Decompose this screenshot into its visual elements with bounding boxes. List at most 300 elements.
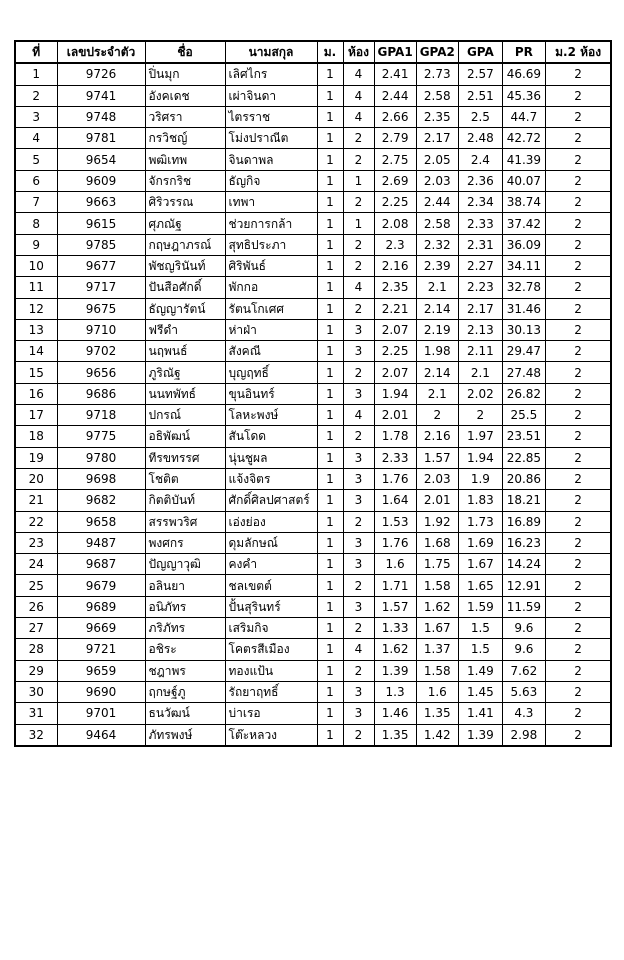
- cell-gpa1: 2.79: [374, 128, 416, 149]
- cell-gpa: 2.36: [458, 170, 502, 191]
- cell-no: 6: [15, 170, 57, 191]
- cell-gpa2: 2.58: [416, 85, 458, 106]
- cell-room: 2: [343, 618, 374, 639]
- cell-grade-level: 1: [317, 149, 343, 170]
- cell-first-name: กรวิชญ์: [145, 128, 225, 149]
- cell-grade-level: 1: [317, 298, 343, 319]
- cell-gpa2: 1.67: [416, 618, 458, 639]
- cell-gpa1: 1.94: [374, 383, 416, 404]
- cell-gpa: 2.48: [458, 128, 502, 149]
- cell-first-name: ฤกษฐ์ภู: [145, 681, 225, 702]
- cell-student-id: 9726: [57, 63, 145, 85]
- cell-first-name: ศุภณัฐ: [145, 213, 225, 234]
- cell-room: 2: [343, 128, 374, 149]
- cell-gpa: 2.31: [458, 234, 502, 255]
- cell-grade-level: 1: [317, 426, 343, 447]
- cell-last-name: เสริมกิจ: [225, 618, 317, 639]
- table-row: [15, 618, 611, 639]
- cell-gpa: 2.51: [458, 85, 502, 106]
- cell-m2-room: 2: [545, 149, 611, 170]
- cell-no: 20: [15, 468, 57, 489]
- cell-pr: 16.23: [502, 532, 545, 553]
- cell-m2-room: 2: [545, 106, 611, 127]
- cell-grade-level: 1: [317, 255, 343, 276]
- cell-grade-level: 1: [317, 234, 343, 255]
- cell-room: 4: [343, 639, 374, 660]
- table-row: [15, 639, 611, 660]
- cell-gpa: 2.11: [458, 341, 502, 362]
- cell-room: 2: [343, 724, 374, 746]
- cell-gpa1: 2.3: [374, 234, 416, 255]
- table-row: [15, 596, 611, 617]
- cell-gpa2: 1.58: [416, 575, 458, 596]
- cell-gpa2: 1.57: [416, 447, 458, 468]
- cell-no: 10: [15, 255, 57, 276]
- cell-m2-room: 2: [545, 341, 611, 362]
- cell-gpa2: 2.14: [416, 298, 458, 319]
- cell-gpa: 2.27: [458, 255, 502, 276]
- cell-grade-level: 1: [317, 319, 343, 340]
- header-room: ห้อง: [343, 41, 374, 63]
- cell-gpa1: 1.78: [374, 426, 416, 447]
- cell-first-name: สรรพวริศ: [145, 511, 225, 532]
- cell-m2-room: 2: [545, 596, 611, 617]
- cell-m2-room: 2: [545, 575, 611, 596]
- cell-pr: 9.6: [502, 639, 545, 660]
- cell-m2-room: 2: [545, 511, 611, 532]
- header-pr: PR: [502, 41, 545, 63]
- cell-m2-room: 2: [545, 277, 611, 298]
- cell-student-id: 9464: [57, 724, 145, 746]
- cell-grade-level: 1: [317, 724, 343, 746]
- cell-room: 3: [343, 447, 374, 468]
- cell-grade-level: 1: [317, 575, 343, 596]
- cell-last-name: สังคณี: [225, 341, 317, 362]
- cell-first-name: พงศกร: [145, 532, 225, 553]
- header-no: ที่: [15, 41, 57, 63]
- cell-no: 24: [15, 554, 57, 575]
- cell-student-id: 9658: [57, 511, 145, 532]
- cell-first-name: กิตติบันท์: [145, 490, 225, 511]
- cell-pr: 27.48: [502, 362, 545, 383]
- cell-first-name: ทีรขทรรศ: [145, 447, 225, 468]
- cell-pr: 42.72: [502, 128, 545, 149]
- cell-gpa: 2.33: [458, 213, 502, 234]
- cell-no: 27: [15, 618, 57, 639]
- cell-no: 25: [15, 575, 57, 596]
- cell-last-name: ปั้นสุรินทร์: [225, 596, 317, 617]
- table-row: [15, 532, 611, 553]
- cell-gpa2: 1.92: [416, 511, 458, 532]
- cell-no: 3: [15, 106, 57, 127]
- cell-gpa: 1.94: [458, 447, 502, 468]
- cell-gpa: 1.97: [458, 426, 502, 447]
- cell-gpa2: 1.62: [416, 596, 458, 617]
- cell-last-name: สันโดด: [225, 426, 317, 447]
- table-row: [15, 383, 611, 404]
- table-row: [15, 85, 611, 106]
- cell-gpa2: 2.01: [416, 490, 458, 511]
- cell-first-name: อชิระ: [145, 639, 225, 660]
- cell-gpa1: 2.07: [374, 319, 416, 340]
- cell-gpa1: 2.35: [374, 277, 416, 298]
- cell-last-name: ไตรราช: [225, 106, 317, 127]
- cell-last-name: สุทธิประภา: [225, 234, 317, 255]
- cell-gpa2: 2: [416, 405, 458, 426]
- cell-m2-room: 2: [545, 362, 611, 383]
- table-row: [15, 149, 611, 170]
- cell-gpa: 1.69: [458, 532, 502, 553]
- cell-m2-room: 2: [545, 532, 611, 553]
- header-gpa: GPA: [458, 41, 502, 63]
- cell-gpa: 1.59: [458, 596, 502, 617]
- student-ranking-table: [14, 40, 612, 747]
- cell-last-name: คงคำ: [225, 554, 317, 575]
- cell-student-id: 9656: [57, 362, 145, 383]
- table-row: [15, 554, 611, 575]
- cell-last-name: นุ่นชูผล: [225, 447, 317, 468]
- cell-m2-room: 2: [545, 85, 611, 106]
- cell-pr: 44.7: [502, 106, 545, 127]
- cell-student-id: 9710: [57, 319, 145, 340]
- cell-grade-level: 1: [317, 362, 343, 383]
- cell-pr: 25.5: [502, 405, 545, 426]
- cell-gpa: 2.34: [458, 192, 502, 213]
- cell-room: 1: [343, 170, 374, 191]
- cell-pr: 23.51: [502, 426, 545, 447]
- cell-no: 14: [15, 341, 57, 362]
- cell-m2-room: 2: [545, 660, 611, 681]
- cell-pr: 11.59: [502, 596, 545, 617]
- cell-first-name: ปกรณ์: [145, 405, 225, 426]
- cell-no: 11: [15, 277, 57, 298]
- cell-m2-room: 2: [545, 128, 611, 149]
- cell-grade-level: 1: [317, 596, 343, 617]
- cell-pr: 4.3: [502, 703, 545, 724]
- cell-gpa1: 1.64: [374, 490, 416, 511]
- cell-no: 4: [15, 128, 57, 149]
- cell-room: 2: [343, 362, 374, 383]
- cell-last-name: เผ่าจินดา: [225, 85, 317, 106]
- cell-no: 16: [15, 383, 57, 404]
- cell-last-name: ศิริพันธ์: [225, 255, 317, 276]
- cell-student-id: 9698: [57, 468, 145, 489]
- cell-student-id: 9717: [57, 277, 145, 298]
- cell-gpa: 1.5: [458, 618, 502, 639]
- cell-last-name: แจ้งจิตร: [225, 468, 317, 489]
- cell-student-id: 9659: [57, 660, 145, 681]
- cell-gpa: 1.45: [458, 681, 502, 702]
- cell-room: 4: [343, 85, 374, 106]
- cell-pr: 16.89: [502, 511, 545, 532]
- cell-m2-room: 2: [545, 490, 611, 511]
- cell-grade-level: 1: [317, 554, 343, 575]
- table-row: [15, 362, 611, 383]
- cell-last-name: โม่งปราณีต: [225, 128, 317, 149]
- cell-gpa2: 2.44: [416, 192, 458, 213]
- table-row: [15, 128, 611, 149]
- cell-gpa1: 1.57: [374, 596, 416, 617]
- table-row: [15, 234, 611, 255]
- cell-pr: 40.07: [502, 170, 545, 191]
- cell-room: 3: [343, 490, 374, 511]
- cell-first-name: อธิพัฒน์: [145, 426, 225, 447]
- cell-gpa2: 2.35: [416, 106, 458, 127]
- table-row: [15, 298, 611, 319]
- cell-first-name: จักรกริช: [145, 170, 225, 191]
- cell-last-name: เลิศไกร: [225, 63, 317, 85]
- cell-gpa1: 2.66: [374, 106, 416, 127]
- cell-gpa1: 1.33: [374, 618, 416, 639]
- cell-m2-room: 2: [545, 639, 611, 660]
- cell-gpa2: 2.05: [416, 149, 458, 170]
- cell-no: 8: [15, 213, 57, 234]
- cell-last-name: ขุนอินทร์: [225, 383, 317, 404]
- cell-gpa: 1.49: [458, 660, 502, 681]
- cell-room: 2: [343, 511, 374, 532]
- cell-gpa1: 1.53: [374, 511, 416, 532]
- cell-student-id: 9487: [57, 532, 145, 553]
- cell-gpa2: 1.37: [416, 639, 458, 660]
- cell-gpa2: 2.16: [416, 426, 458, 447]
- table-row: [15, 468, 611, 489]
- cell-grade-level: 1: [317, 405, 343, 426]
- table-row: [15, 319, 611, 340]
- table-row: [15, 341, 611, 362]
- cell-gpa1: 2.69: [374, 170, 416, 191]
- cell-gpa: 1.41: [458, 703, 502, 724]
- cell-grade-level: 1: [317, 681, 343, 702]
- cell-gpa1: 1.76: [374, 468, 416, 489]
- cell-gpa1: 1.76: [374, 532, 416, 553]
- cell-first-name: ภูริณัฐ: [145, 362, 225, 383]
- cell-m2-room: 2: [545, 426, 611, 447]
- table-header-row: [15, 41, 611, 63]
- cell-last-name: ชลเขตต์: [225, 575, 317, 596]
- cell-gpa2: 1.35: [416, 703, 458, 724]
- cell-student-id: 9686: [57, 383, 145, 404]
- cell-m2-room: 2: [545, 447, 611, 468]
- table-row: [15, 405, 611, 426]
- cell-gpa1: 2.44: [374, 85, 416, 106]
- cell-first-name: พฒิเทพ: [145, 149, 225, 170]
- table-row: [15, 511, 611, 532]
- cell-room: 2: [343, 255, 374, 276]
- cell-no: 21: [15, 490, 57, 511]
- cell-gpa: 1.83: [458, 490, 502, 511]
- cell-last-name: จินดาพล: [225, 149, 317, 170]
- cell-no: 5: [15, 149, 57, 170]
- student-ranking-sheet: [14, 40, 612, 747]
- cell-gpa1: 2.16: [374, 255, 416, 276]
- cell-last-name: ห่าฝ่า: [225, 319, 317, 340]
- cell-gpa: 2.5: [458, 106, 502, 127]
- cell-grade-level: 1: [317, 468, 343, 489]
- cell-room: 4: [343, 277, 374, 298]
- cell-grade-level: 1: [317, 383, 343, 404]
- cell-gpa1: 2.07: [374, 362, 416, 383]
- cell-no: 30: [15, 681, 57, 702]
- cell-last-name: โลหะพงษ์: [225, 405, 317, 426]
- cell-pr: 37.42: [502, 213, 545, 234]
- cell-pr: 36.09: [502, 234, 545, 255]
- cell-m2-room: 2: [545, 554, 611, 575]
- cell-m2-room: 2: [545, 724, 611, 746]
- cell-gpa2: 2.17: [416, 128, 458, 149]
- cell-student-id: 9718: [57, 405, 145, 426]
- cell-gpa1: 1.6: [374, 554, 416, 575]
- cell-pr: 14.24: [502, 554, 545, 575]
- table-row: [15, 213, 611, 234]
- cell-room: 3: [343, 319, 374, 340]
- cell-gpa2: 2.19: [416, 319, 458, 340]
- cell-m2-room: 2: [545, 192, 611, 213]
- cell-room: 2: [343, 149, 374, 170]
- cell-gpa2: 1.68: [416, 532, 458, 553]
- cell-no: 13: [15, 319, 57, 340]
- cell-last-name: พักกอ: [225, 277, 317, 298]
- cell-grade-level: 1: [317, 63, 343, 85]
- cell-first-name: ปิ่นมุก: [145, 63, 225, 85]
- cell-no: 1: [15, 63, 57, 85]
- cell-pr: 46.69: [502, 63, 545, 85]
- header-grade-level: ม.: [317, 41, 343, 63]
- cell-grade-level: 1: [317, 192, 343, 213]
- cell-no: 28: [15, 639, 57, 660]
- cell-no: 29: [15, 660, 57, 681]
- cell-student-id: 9654: [57, 149, 145, 170]
- cell-first-name: นนทพัทธ์: [145, 383, 225, 404]
- cell-student-id: 9663: [57, 192, 145, 213]
- cell-pr: 30.13: [502, 319, 545, 340]
- cell-gpa: 2.57: [458, 63, 502, 85]
- cell-gpa: 1.9: [458, 468, 502, 489]
- cell-pr: 20.86: [502, 468, 545, 489]
- cell-pr: 12.91: [502, 575, 545, 596]
- cell-gpa2: 1.42: [416, 724, 458, 746]
- cell-room: 2: [343, 575, 374, 596]
- cell-last-name: รัตนโกเศศ: [225, 298, 317, 319]
- cell-no: 17: [15, 405, 57, 426]
- cell-last-name: ดุมลักษณ์: [225, 532, 317, 553]
- cell-student-id: 9748: [57, 106, 145, 127]
- cell-gpa: 1.39: [458, 724, 502, 746]
- cell-first-name: ภัทรพงษ์: [145, 724, 225, 746]
- cell-pr: 9.6: [502, 618, 545, 639]
- cell-last-name: ทองแป้น: [225, 660, 317, 681]
- cell-pr: 22.85: [502, 447, 545, 468]
- header-gpa1: GPA1: [374, 41, 416, 63]
- cell-no: 31: [15, 703, 57, 724]
- cell-last-name: บ่าเรอ: [225, 703, 317, 724]
- table-body: [15, 63, 611, 746]
- cell-gpa1: 1.46: [374, 703, 416, 724]
- header-gpa2: GPA2: [416, 41, 458, 63]
- cell-gpa2: 1.98: [416, 341, 458, 362]
- cell-m2-room: 2: [545, 234, 611, 255]
- table-row: [15, 63, 611, 85]
- cell-gpa2: 1.75: [416, 554, 458, 575]
- cell-student-id: 9687: [57, 554, 145, 575]
- cell-no: 18: [15, 426, 57, 447]
- cell-gpa1: 1.71: [374, 575, 416, 596]
- cell-student-id: 9701: [57, 703, 145, 724]
- cell-pr: 18.21: [502, 490, 545, 511]
- cell-m2-room: 2: [545, 383, 611, 404]
- cell-gpa2: 2.39: [416, 255, 458, 276]
- cell-first-name: อนิภัทร: [145, 596, 225, 617]
- table-row: [15, 170, 611, 191]
- cell-gpa: 2.13: [458, 319, 502, 340]
- cell-first-name: พัชญรินันท์: [145, 255, 225, 276]
- cell-no: 23: [15, 532, 57, 553]
- cell-student-id: 9669: [57, 618, 145, 639]
- cell-gpa: 2.4: [458, 149, 502, 170]
- cell-student-id: 9689: [57, 596, 145, 617]
- cell-room: 4: [343, 106, 374, 127]
- cell-student-id: 9780: [57, 447, 145, 468]
- cell-grade-level: 1: [317, 128, 343, 149]
- cell-first-name: ชฎาพร: [145, 660, 225, 681]
- cell-grade-level: 1: [317, 703, 343, 724]
- cell-gpa: 2.17: [458, 298, 502, 319]
- cell-pr: 7.62: [502, 660, 545, 681]
- cell-gpa2: 1.58: [416, 660, 458, 681]
- cell-student-id: 9682: [57, 490, 145, 511]
- cell-grade-level: 1: [317, 213, 343, 234]
- cell-student-id: 9675: [57, 298, 145, 319]
- cell-no: 9: [15, 234, 57, 255]
- cell-m2-room: 2: [545, 170, 611, 191]
- cell-pr: 32.78: [502, 277, 545, 298]
- cell-m2-room: 2: [545, 63, 611, 85]
- cell-first-name: ปันสือศักดิ์: [145, 277, 225, 298]
- header-student-id: เลขประจำตัว: [57, 41, 145, 63]
- cell-pr: 38.74: [502, 192, 545, 213]
- cell-gpa: 2.23: [458, 277, 502, 298]
- table-row: [15, 575, 611, 596]
- cell-last-name: บุญฤทธิ์: [225, 362, 317, 383]
- cell-gpa1: 2.01: [374, 405, 416, 426]
- table-row: [15, 426, 611, 447]
- cell-room: 2: [343, 660, 374, 681]
- cell-gpa1: 2.21: [374, 298, 416, 319]
- cell-m2-room: 2: [545, 319, 611, 340]
- cell-grade-level: 1: [317, 447, 343, 468]
- table-row: [15, 703, 611, 724]
- cell-room: 2: [343, 234, 374, 255]
- cell-student-id: 9677: [57, 255, 145, 276]
- cell-gpa2: 1.6: [416, 681, 458, 702]
- cell-gpa: 1.65: [458, 575, 502, 596]
- cell-last-name: ช่วยการกล้า: [225, 213, 317, 234]
- table-row: [15, 490, 611, 511]
- cell-no: 19: [15, 447, 57, 468]
- header-first-name: ชื่อ: [145, 41, 225, 63]
- cell-room: 3: [343, 468, 374, 489]
- header-last-name: นามสกุล: [225, 41, 317, 63]
- cell-last-name: เอ่งย่อง: [225, 511, 317, 532]
- cell-first-name: โชติต: [145, 468, 225, 489]
- cell-pr: 5.63: [502, 681, 545, 702]
- cell-pr: 31.46: [502, 298, 545, 319]
- cell-gpa2: 2.03: [416, 170, 458, 191]
- cell-gpa: 2.1: [458, 362, 502, 383]
- cell-grade-level: 1: [317, 341, 343, 362]
- cell-grade-level: 1: [317, 511, 343, 532]
- cell-gpa1: 2.25: [374, 192, 416, 213]
- cell-student-id: 9741: [57, 85, 145, 106]
